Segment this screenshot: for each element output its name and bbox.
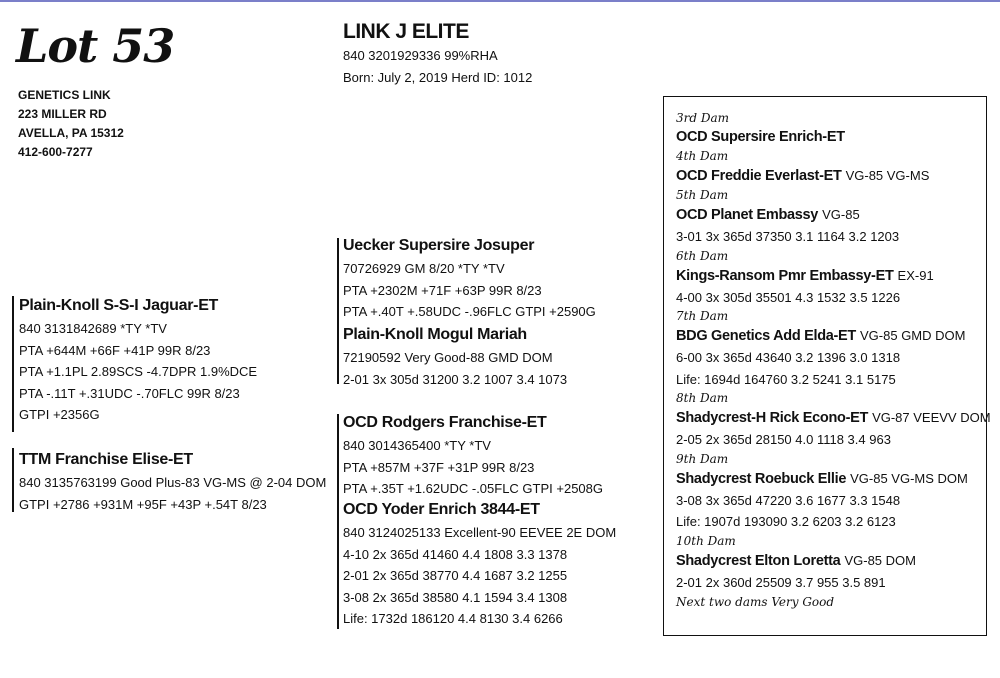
sires-dam-name: Plain-Knoll Mogul Mariah [343, 326, 527, 343]
sires-dam-block [343, 323, 567, 390]
seller-address: 223 MILLER RD [18, 107, 107, 121]
sire-name: Plain-Knoll S-S-I Jaguar-ET [19, 297, 219, 314]
dam-line: GTPI +2786 +931M +95F +43P +.54T 8/23 [19, 496, 267, 512]
dam-generation-label: 5th Dam [676, 188, 729, 202]
dam-classification: VG-85 GMD DOM [860, 328, 966, 343]
dam-record: Life: 1907d 193090 3.2 6203 3.2 6123 [676, 514, 896, 529]
sires-sire-name: Uecker Supersire Josuper [343, 237, 535, 254]
dam-generation-title: Kings-Ransom Pmr Embassy-ET [676, 267, 894, 284]
dam-generation-title: OCD Supersire Enrich-ET [676, 129, 845, 145]
sire-block [19, 294, 257, 426]
animal-birth-herd: Born: July 2, 2019 Herd ID: 1012 [343, 70, 533, 85]
dam-generation-title: OCD Planet Embassy [676, 207, 819, 223]
dam-generation-label: 7th Dam [676, 309, 729, 323]
dam-generation-label: 4th Dam [676, 149, 729, 163]
dam-generation-title: BDG Genetics Add Elda-ET [676, 328, 856, 344]
seller-name: GENETICS LINK [18, 88, 111, 102]
dam-record: Life: 1694d 164760 3.2 5241 3.1 5175 [676, 371, 896, 387]
sires-dam-line: 72190592 Very Good-88 GMD DOM [343, 350, 553, 365]
dam-classification: VG-85 VG-MS [845, 168, 930, 183]
dam-generation-label: 8th Dam [676, 391, 729, 405]
sire-line: PTA +644M +66F +41P 99R 8/23 [19, 342, 211, 358]
dam-bracket [12, 448, 14, 512]
dam-generation-name [676, 265, 986, 287]
dams-dam-line: 840 3124025133 Excellent-90 EEVEE 2E DOM [343, 525, 617, 540]
dam-classification: VG-85 VG-MS DOM [850, 470, 968, 486]
dam-generation-name [676, 204, 986, 226]
seller-phone: 412-600-7277 [18, 145, 93, 159]
dam-generation-title: Shadycrest Roebuck Ellie [676, 470, 847, 487]
sire-line: 840 3131842689 *TY *TV [19, 321, 167, 336]
dam-generation-title: OCD Freddie Everlast-ET [676, 168, 842, 184]
dam-line: 840 3135763199 Good Plus-83 VG-MS @ 2-04 DOM [19, 475, 327, 490]
dam-generation-title: Shadycrest Elton Loretta [676, 552, 841, 569]
dam-generation-name [676, 407, 991, 429]
dam-generation-label: 9th Dam [676, 451, 729, 466]
dams-dam-line: 3-08 2x 365d 38580 4.1 1594 3.4 1308 [343, 589, 568, 605]
dam-generation-label: 10th Dam [676, 533, 736, 548]
dam-generation-name [676, 165, 986, 187]
dam-record: 3-08 3x 365d 47220 3.6 1677 3.3 1548 [676, 492, 901, 508]
sires-sire-line: PTA +.40T +.58UDC -.96FLC GTPI +2590G [343, 304, 596, 319]
dams-dam-line: Life: 1732d 186120 4.4 8130 3.4 6266 [343, 611, 563, 626]
dam-generation-title: Shadycrest-H Rick Econo-ET [676, 410, 869, 426]
dam-classification: VG-85 DOM [844, 552, 916, 568]
sires-sire-line: 70726929 GM 8/20 *TY *TV [343, 261, 505, 276]
dam-record: 2-01 2x 360d 25509 3.7 955 3.5 891 [676, 574, 886, 590]
dams-parents-bracket [337, 414, 339, 629]
dam-record: 4-00 3x 305d 35501 4.3 1532 3.5 1226 [676, 289, 901, 305]
sire-bracket [12, 296, 14, 432]
dams-dam-block [343, 498, 616, 630]
dam-generation-name [676, 127, 986, 148]
seller-city: AVELLA, PA 15312 [18, 126, 124, 140]
dam-classification: VG-87 VEEVV DOM [872, 410, 991, 425]
dams-sire-block [343, 411, 603, 500]
dams-sire-line: 840 3014365400 *TY *TV [343, 438, 491, 453]
dam-record: 2-05 2x 365d 28150 4.0 1118 3.4 963 [676, 432, 891, 447]
top-rule [0, 0, 1000, 2]
dam-record: 6-00 3x 365d 43640 3.2 1396 3.0 1318 [676, 350, 901, 365]
dams-sire-name: OCD Rodgers Franchise-ET [343, 414, 547, 431]
dams-sire-line: PTA +857M +37F +31P 99R 8/23 [343, 459, 535, 475]
dam-generation-label: 6th Dam [676, 248, 729, 263]
dams-dam-line: 4-10 2x 365d 41460 4.4 1808 3.3 1378 [343, 546, 568, 562]
sires-parents-bracket [337, 238, 339, 384]
sires-sire-line: PTA +2302M +71F +63P 99R 8/23 [343, 282, 542, 298]
dam-block [19, 448, 326, 515]
sire-line: PTA -.11T +.31UDC -.70FLC 99R 8/23 [19, 385, 240, 401]
dam-classification: EX-91 [897, 267, 934, 283]
dams-sire-line: PTA +.35T +1.62UDC -.05FLC GTPI +2508G [343, 481, 604, 496]
dams-dam-name: OCD Yoder Enrich 3844-ET [343, 501, 540, 518]
dams-dam-line: 2-01 2x 365d 38770 4.4 1687 3.2 1255 [343, 568, 568, 583]
sire-line: GTPI +2356G [19, 407, 100, 422]
lot-number: Lot 53 [16, 19, 175, 73]
dam-name: TTM Franchise Elise-ET [19, 451, 193, 468]
dam-generation-name [676, 550, 986, 572]
animal-registration: 840 3201929336 99%RHA [343, 48, 498, 63]
dam-lineage-box [663, 96, 991, 636]
sires-sire-block [343, 234, 596, 323]
dam-record: 3-01 3x 365d 37350 3.1 1164 3.2 1203 [676, 229, 900, 244]
dam-footnote: Next two dams Very Good [676, 595, 835, 609]
seller-info [18, 86, 124, 162]
sire-line: PTA +1.1PL 2.89SCS -4.7DPR 1.9%DCE [19, 364, 258, 379]
dam-generation-name [676, 325, 986, 347]
sires-dam-line: 2-01 3x 305d 31200 3.2 1007 3.4 1073 [343, 371, 568, 387]
dam-generation-label: 3rd Dam [676, 111, 730, 125]
animal-name: LINK J ELITE [343, 20, 469, 43]
dam-generation-name [676, 468, 986, 490]
dam-classification: VG-85 [822, 207, 860, 222]
